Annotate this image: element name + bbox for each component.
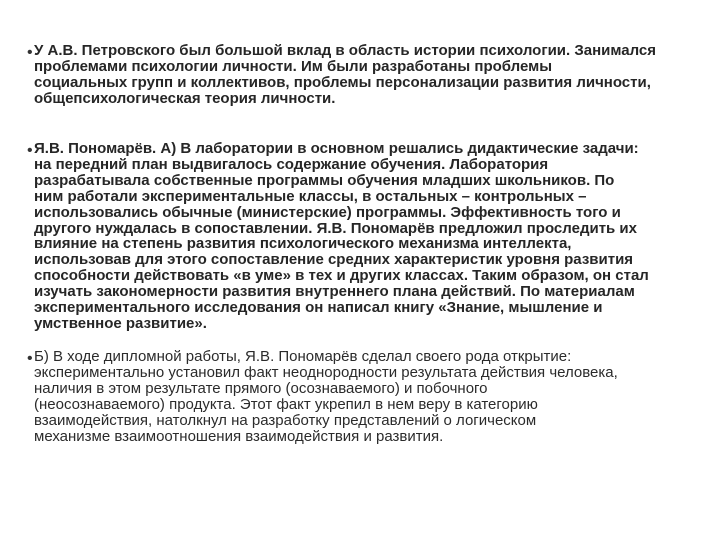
bullet-icon: • (27, 142, 33, 159)
text-line: взаимодействия, натолкнул на разработку представлений о логическом (34, 411, 537, 429)
text-line: общепсихологическая теория личности. (34, 89, 336, 107)
bullet-text (34, 43, 694, 107)
text-line: экспериментально установил факт неоднородности результата действия человека, (34, 363, 618, 381)
text-line: умственное развитие». (34, 314, 207, 332)
bullet-icon: • (27, 350, 33, 367)
text-line: разрабатывала собственные программы обучения младших школьников. По (34, 171, 615, 189)
text-line: способности действовать «в уме» в тех и других классах. Таким образом, он стал (34, 267, 649, 285)
bullet-text (34, 141, 694, 332)
text-line: (неосознаваемого) продукта. Этот факт укрепил в нем веру в категорию (34, 395, 538, 413)
text-line: влияние на степень развития психологического механизма интеллекта, (34, 235, 572, 253)
text-line: проблемами психологии личности. Им были разработаны проблемы (34, 57, 553, 75)
text-line: социальных групп и коллективов, проблемы персонализации развития личности, (34, 73, 651, 91)
text-line: У А.В. Петровского был большой вклад в область истории психологии. Занимался (34, 42, 657, 59)
text-line: другого нуждалась в сопоставлении. Я.В. Пономарёв предложил проследить их (34, 219, 637, 237)
text-line: использовав для этого сопоставление средних характеристик уровня развития (34, 251, 634, 269)
text-line: Я.В. Пономарёв. А) В лаборатории в основном решались дидактические задачи: (34, 140, 639, 157)
text-line: экспериментального исследования он написал книгу «Знание, мышление и (34, 299, 603, 317)
text-line: Б) В ходе дипломной работы, Я.В. Пономарёв сделал своего рода открытие: (34, 348, 572, 365)
bullet-icon: • (27, 44, 33, 61)
bullet-text (34, 349, 694, 444)
text-line: использовались обычные (министерские) программы. Эффективность того и (34, 203, 621, 221)
text-line: наличия в этом результате прямого (осознаваемого) и побочного (34, 379, 488, 397)
text-line: на передний план выдвигалось содержание обучения. Лаборатория (34, 155, 549, 173)
text-line: изучать закономерности развития внутреннего плана действий. По материалам (34, 283, 635, 301)
text-line: механизме взаимоотношения взаимодействия и развития. (34, 427, 444, 445)
text-line: ним работали экспериментальные классы, в остальных – контрольных – (34, 187, 587, 205)
